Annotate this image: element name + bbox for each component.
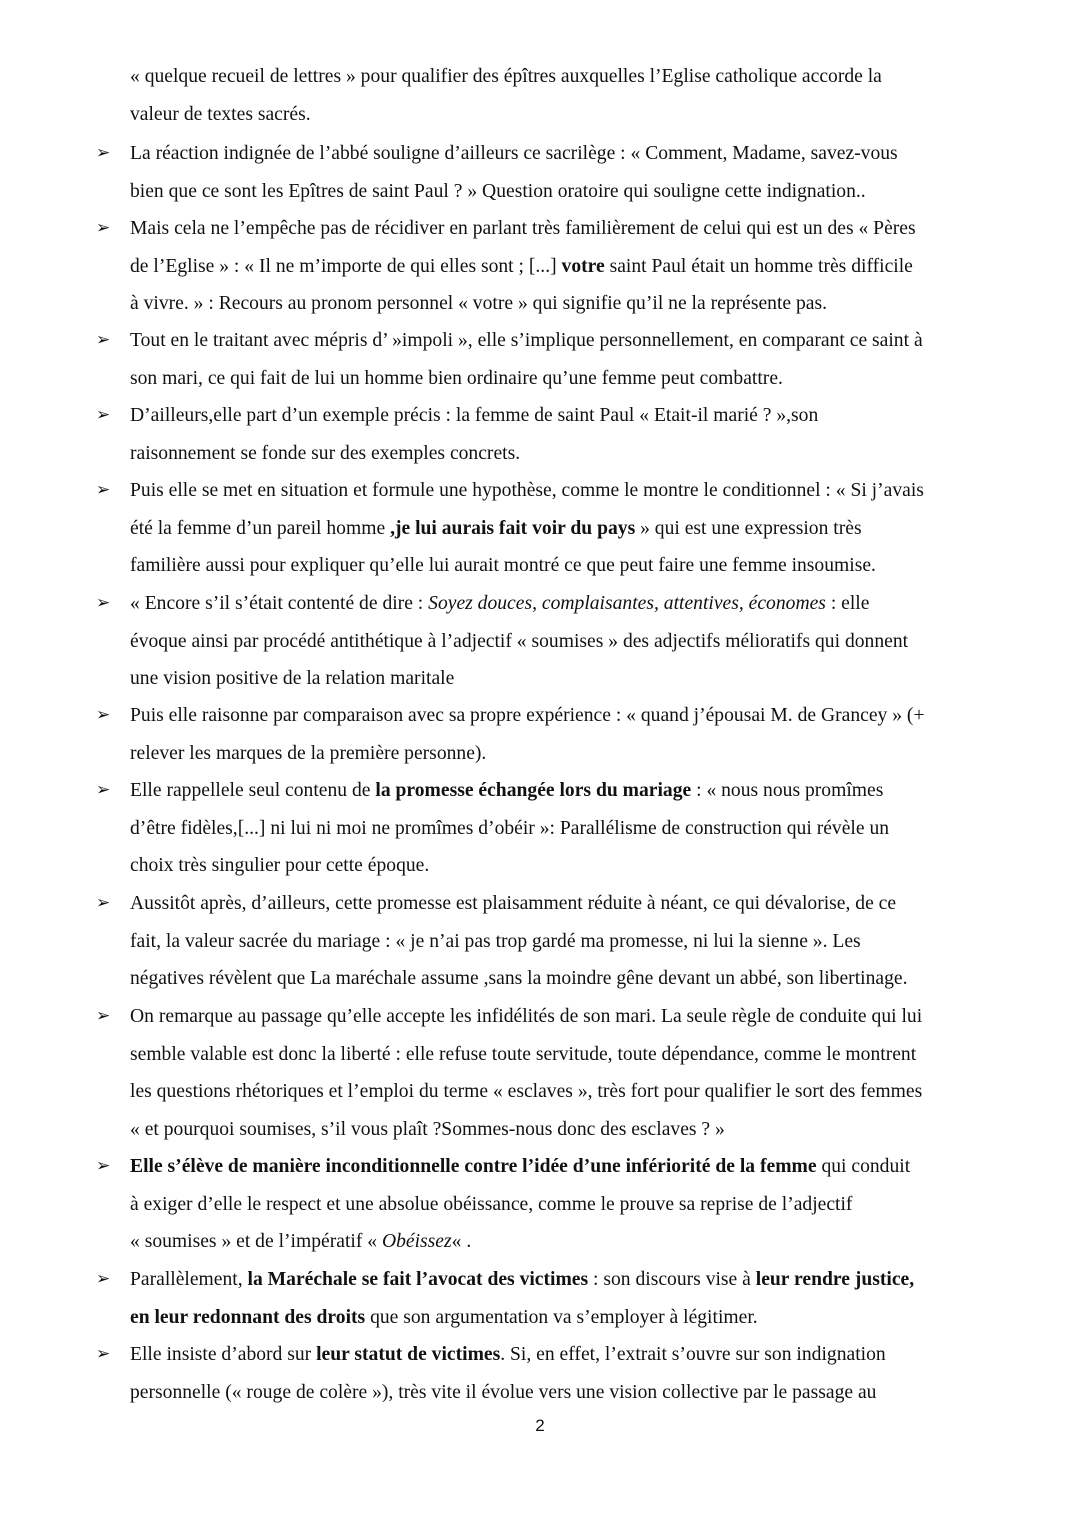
arrow-bullet-icon: ➢ <box>96 1156 111 1176</box>
arrow-bullet-icon: ➢ <box>96 480 111 500</box>
arrow-bullet-icon: ➢ <box>96 705 111 725</box>
bullet-item: ➢ Elle s’élève de manière inconditionnelle contre l’idée d’une infériorité de la femme qui conduit à exiger d’elle le respect et une absolue obéissance, comme le prouve sa reprise de l’adjectif « soumises » et de l’impératif « Obéissez« . <box>130 1148 1030 1261</box>
bullet-item: ➢ La réaction indignée de l’abbé souligne d’ailleurs ce sacrilège : « Comment, Madame, savez-vous bien que ce sont les Epîtres de saint Paul ? » Question oratoire qui souligne cette indignation.. <box>130 135 1030 210</box>
arrow-bullet-icon: ➢ <box>96 143 111 163</box>
bullet-item: ➢ Mais cela ne l’empêche pas de récidiver en parlant très familièrement de celui qui est un des « Pères de l’Eglise » : « Il ne m’importe de qui elles sont ; [...] votre saint Paul était un homme très difficile à vivre. » : Recours au pronom personnel « votre » qui signifie qu’il ne la représente pas. <box>130 210 1030 323</box>
bullet-item: ➢ « Encore s’il s’était contenté de dire : Soyez douces, complaisantes, attentives, économes : elle évoque ainsi par procédé antithétique à l’adjectif « soumises » des adjectifs mélioratifs qui donnent une vision positive de la relation maritale <box>130 585 1030 698</box>
bullet-item: ➢ Tout en le traitant avec mépris d’ »impoli », elle s’implique personnellement, en comparant ce saint à son mari, ce qui fait de lui un homme bien ordinaire qu’une femme peut combattre. <box>130 322 1030 397</box>
line: « quelque recueil de lettres » pour qualifier des épîtres auxquelles l’Eglise catholique accorde la <box>130 66 882 87</box>
arrow-bullet-icon: ➢ <box>96 1006 111 1026</box>
arrow-bullet-icon: ➢ <box>96 218 111 238</box>
bullet-item: ➢ Elle rappellele seul contenu de la promesse échangée lors du mariage : « nous nous promîmes d’être fidèles,[...] ni lui ni moi ne promîmes d’obéir »: Parallélisme de construction qui révèle un choix très singulier pour cette époque. <box>130 772 1030 885</box>
bullet-item: ➢ Aussitôt après, d’ailleurs, cette promesse est plaisamment réduite à néant, ce qui dévalorise, de ce fait, la valeur sacrée du mariage : « je n’ai pas trop gardé ma promesse, ni lui la sienne ». Les négatives révèlent que La maréchale assume ,sans la moindre gêne devant un abbé, son libertinage. <box>130 885 1030 998</box>
arrow-bullet-icon: ➢ <box>96 1344 111 1364</box>
arrow-bullet-icon: ➢ <box>96 330 111 350</box>
arrow-bullet-icon: ➢ <box>96 893 111 913</box>
intro-paragraph <box>130 58 1030 133</box>
bullet-item: ➢ Puis elle se met en situation et formule une hypothèse, comme le montre le conditionnel : « Si j’avais été la femme d’un pareil homme ,je lui aurais fait voir du pays » qui est une expression très familière aussi pour expliquer qu’elle lui aurait montré ce que peut faire une femme insoumise. <box>130 472 1030 585</box>
bullet-item: ➢ Puis elle raisonne par comparaison avec sa propre expérience : « quand j’épousai M. de Grancey » (+ relever les marques de la première personne). <box>130 697 1030 772</box>
bullet-item: ➢ D’ailleurs,elle part d’un exemple précis : la femme de saint Paul « Etait-il marié ? »,son raisonnement se fonde sur des exemples concrets. <box>130 397 1030 472</box>
page-number: 2 <box>535 1416 545 1435</box>
bullet-item: ➢ Elle insiste d’abord sur leur statut de victimes. Si, en effet, l’extrait s’ouvre sur son indignation personnelle (« rouge de colère »), très vite il évolue vers une vision collective par le passage au <box>130 1336 1030 1411</box>
arrow-bullet-icon: ➢ <box>96 1269 111 1289</box>
line: valeur de textes sacrés. <box>130 103 311 125</box>
arrow-bullet-icon: ➢ <box>96 405 111 425</box>
arrow-bullet-icon: ➢ <box>96 593 111 613</box>
bullet-item: ➢ Parallèlement, la Maréchale se fait l’avocat des victimes : son discours vise à leur rendre justice, en leur redonnant des droits que son argumentation va s’employer à légitimer. <box>130 1261 1030 1336</box>
bullet-item: ➢ On remarque au passage qu’elle accepte les infidélités de son mari. La seule règle de conduite qui lui semble valable est donc la liberté : elle refuse toute servitude, toute dépendance, comme le montrent les questions rhétoriques et l’emploi du terme « esclaves », très fort pour qualifier le sort des femmes « et pourquoi soumises, s’il vous plaît ?Sommes-nous donc des esclaves ? » <box>130 998 1030 1148</box>
arrow-bullet-icon: ➢ <box>96 780 111 800</box>
